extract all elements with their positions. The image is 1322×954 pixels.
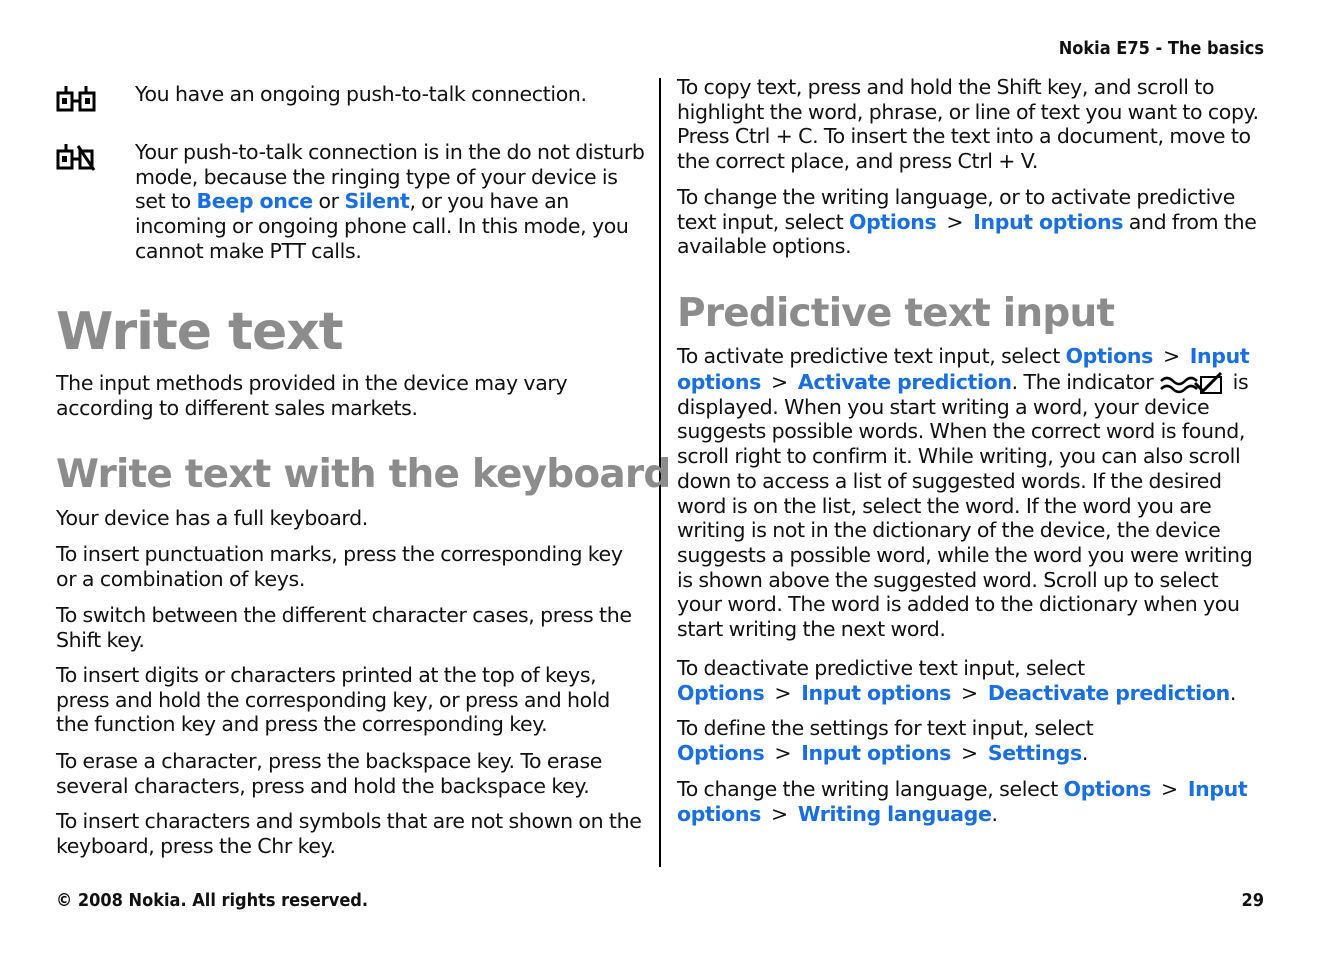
paragraph: To switch between the different character cases, press the Shift key. bbox=[56, 603, 632, 652]
text-fragment: . bbox=[991, 801, 998, 826]
text-fragment: To deactivate predictive text input, select bbox=[677, 656, 1085, 680]
paragraph: Your device has a full keyboard. bbox=[56, 506, 368, 530]
settings-paragraph bbox=[677, 716, 1267, 765]
menu-separator: > bbox=[961, 740, 978, 765]
text-fragment: . The indicator bbox=[1011, 369, 1159, 394]
paragraph: To insert punctuation marks, press the corresponding key or a combination of keys. bbox=[56, 542, 623, 591]
link-options[interactable]: Options bbox=[1063, 777, 1151, 801]
activate-paragraph bbox=[677, 344, 1267, 642]
text-fragment: is displayed. When you start writing a word, your device suggests possible words. When the correct word is found, scroll right to confirm it. While writing, you can also scroll down to access a list of suggested words. If the desired word is on the list, select the word. If the word you are writing is not in the dictionary of the device, the device suggests a possible word, while the word you were writing is shown above the suggested word. Scroll up to select your word. The word is added to the dictionary when you start writing the next word. bbox=[677, 369, 1253, 642]
language-paragraph bbox=[677, 185, 1267, 259]
link-options[interactable]: Options bbox=[1065, 344, 1153, 368]
section-title-keyboard: Write text with the keyboard bbox=[56, 452, 671, 497]
link-input-options[interactable]: Input options bbox=[677, 344, 1250, 394]
text-fragment: . bbox=[1081, 740, 1088, 765]
section-title-predictive: Predictive text input bbox=[677, 291, 1115, 336]
copy-text-paragraph: To copy text, press and hold the Shift key, and scroll to highlight the word, phrase, or line of text you want to copy. Press Ctrl + C. To insert the text into a document, move to the correct place, and press Ctrl + V. bbox=[677, 75, 1259, 174]
paragraph: To erase a character, press the backspace key. To erase several characters, press and hold the backspace key. bbox=[56, 749, 603, 798]
ptt-do-not-disturb-icon bbox=[56, 142, 96, 172]
menu-separator: > bbox=[1160, 777, 1178, 801]
link-input-options[interactable]: Input options bbox=[801, 680, 952, 705]
copyright-footer: © 2008 Nokia. All rights reserved. bbox=[56, 890, 369, 911]
link-options[interactable]: Options bbox=[677, 740, 765, 765]
text-fragment: To define the settings for text input, select bbox=[677, 716, 1094, 740]
menu-separator: > bbox=[961, 680, 978, 705]
writing-language-paragraph bbox=[677, 777, 1267, 826]
text-fragment: or bbox=[312, 189, 345, 214]
ptt-dnd-text bbox=[135, 140, 645, 264]
write-text-intro: The input methods provided in the device may vary according to different sales markets. bbox=[56, 371, 568, 420]
menu-separator: > bbox=[946, 209, 964, 234]
text-fragment: , or you have an incoming or ongoing phone call. In this mode, you cannot make PTT calls. bbox=[135, 189, 629, 263]
link-deactivate-prediction[interactable]: Deactivate prediction bbox=[987, 680, 1230, 705]
link-settings[interactable]: Settings bbox=[987, 740, 1082, 765]
paragraph: To insert characters and symbols that are not shown on the keyboard, press the Chr key. bbox=[56, 809, 642, 858]
menu-separator: > bbox=[771, 801, 788, 826]
text-fragment: . bbox=[1229, 680, 1236, 705]
text-fragment: and from the available options. bbox=[677, 209, 1257, 259]
page-title: Write text bbox=[56, 302, 343, 362]
page-number: 29 bbox=[1241, 890, 1264, 911]
link-options[interactable]: Options bbox=[849, 209, 937, 234]
menu-separator: > bbox=[774, 680, 792, 705]
ptt-connected-text: You have an ongoing push-to-talk connection. bbox=[135, 82, 587, 106]
link-input-options[interactable]: Input options bbox=[973, 209, 1124, 234]
deactivate-paragraph bbox=[677, 656, 1267, 705]
text-fragment: To change the writing language, or to activate predictive text input, select bbox=[677, 185, 1235, 234]
link-writing-language[interactable]: Writing language bbox=[797, 801, 992, 826]
link-activate-prediction[interactable]: Activate prediction bbox=[797, 369, 1012, 394]
menu-separator: > bbox=[771, 369, 788, 394]
link-silent[interactable]: Silent bbox=[344, 189, 410, 214]
text-fragment: To change the writing language, select bbox=[677, 777, 1064, 801]
text-fragment: Your push-to-talk connection is in the do not disturb mode, because the ringing type of your device is set to bbox=[135, 140, 645, 214]
menu-separator: > bbox=[774, 740, 792, 765]
menu-separator: > bbox=[1162, 344, 1180, 368]
link-options[interactable]: Options bbox=[677, 680, 765, 705]
link-beep-once[interactable]: Beep once bbox=[196, 189, 313, 214]
text-fragment: To activate predictive text input, select bbox=[677, 344, 1066, 368]
page-header: Nokia E75 - The basics bbox=[1058, 38, 1264, 59]
link-input-options[interactable]: Input options bbox=[801, 740, 952, 765]
paragraph: To insert digits or characters printed at the top of keys, press and hold the corresponding key, or press and hold the function key and press the corresponding key. bbox=[56, 663, 610, 737]
link-input-options[interactable]: Input options bbox=[677, 777, 1248, 826]
ptt-connected-icon bbox=[56, 84, 96, 114]
predictive-text-icon bbox=[1159, 369, 1227, 395]
